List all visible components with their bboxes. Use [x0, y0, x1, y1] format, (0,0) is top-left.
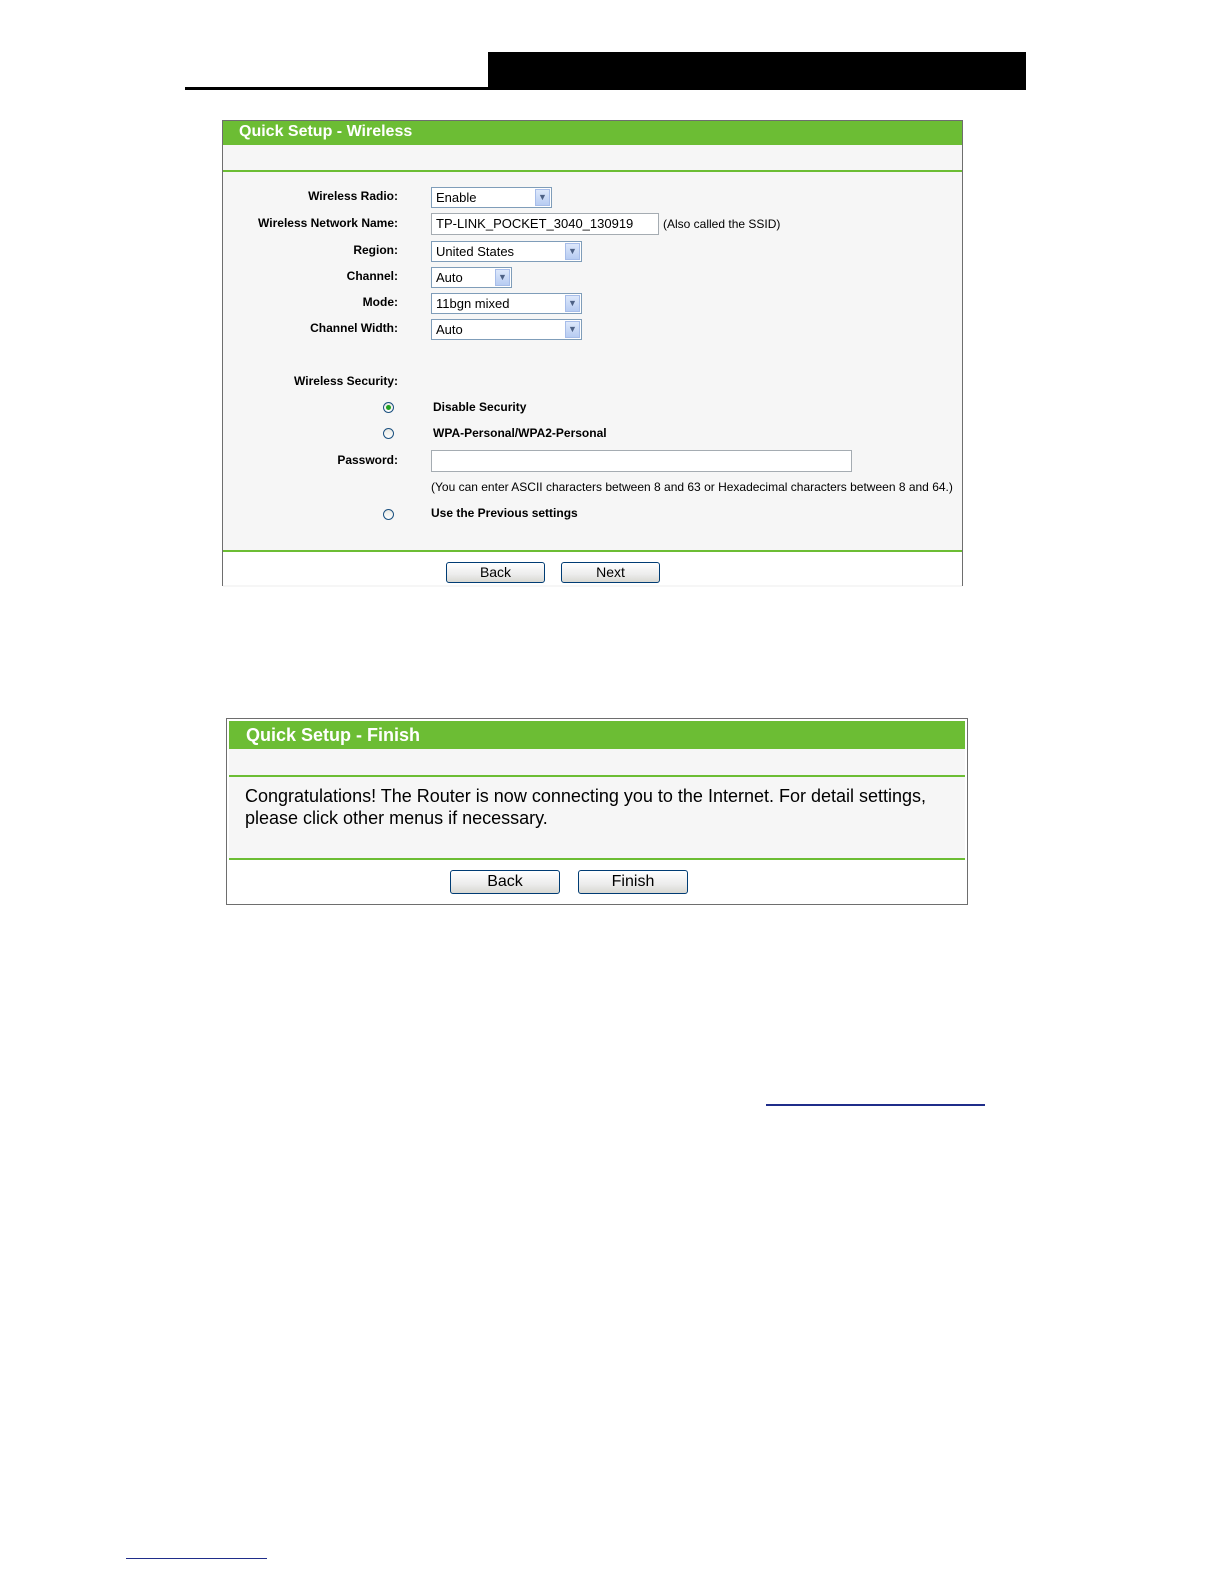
previous-settings-label: Use the Previous settings [431, 506, 578, 520]
region-select[interactable] [431, 241, 582, 262]
quick-setup-wireless-panel [222, 120, 963, 586]
panel-title: Quick Setup - Finish [229, 721, 965, 749]
mode-select[interactable] [431, 293, 582, 314]
mode-label: Mode: [362, 295, 398, 309]
panel-title: Quick Setup - Wireless [223, 121, 962, 145]
document-header-rule [185, 87, 1026, 90]
radio-wpa-personal[interactable] [383, 428, 394, 439]
password-hint: (You can enter ASCII characters between 8 and 63 or Hexadecimal characters between 8 and 64.) [431, 480, 953, 494]
ssid-hint: (Also called the SSID) [663, 217, 781, 231]
panel-body [223, 145, 962, 587]
divider [229, 775, 965, 777]
region-label: Region: [353, 243, 398, 257]
channel-label: Channel: [346, 269, 398, 283]
finish-message: Congratulations! The Router is now connecting you to the Internet. For detail settings, please click other menus if necessary. [245, 786, 927, 828]
divider [223, 170, 962, 172]
radio-previous-settings[interactable] [383, 509, 394, 520]
password-label: Password: [337, 453, 398, 467]
next-button[interactable]: Next [561, 562, 660, 583]
chevron-down-icon: ▼ [565, 321, 580, 338]
channel-width-select[interactable] [431, 319, 582, 340]
radio-disable-security[interactable] [383, 402, 394, 413]
wireless-security-label: Wireless Security: [294, 374, 398, 388]
document-link-underline [766, 1104, 985, 1106]
ssid-label: Wireless Network Name: [258, 216, 398, 230]
wireless-radio-label: Wireless Radio: [308, 189, 398, 203]
chevron-down-icon: ▼ [565, 295, 580, 312]
back-button[interactable]: Back [446, 562, 545, 583]
disable-security-label: Disable Security [433, 400, 527, 414]
chevron-down-icon: ▼ [565, 243, 580, 260]
wpa-personal-label: WPA-Personal/WPA2-Personal [433, 426, 607, 440]
quick-setup-finish-panel [226, 718, 968, 905]
wireless-radio-select[interactable] [431, 187, 552, 208]
password-input[interactable] [431, 450, 852, 472]
finish-button[interactable]: Finish [578, 870, 688, 894]
channel-width-value: Auto [436, 322, 463, 337]
channel-width-label: Channel Width: [310, 321, 398, 335]
document-header-bar [488, 52, 1026, 90]
chevron-down-icon: ▼ [495, 269, 510, 286]
chevron-down-icon: ▼ [535, 189, 550, 206]
back-button[interactable]: Back [450, 870, 560, 894]
wireless-radio-value: Enable [436, 190, 477, 205]
document-footer-rule [126, 1558, 267, 1559]
divider [229, 858, 965, 860]
channel-select[interactable] [431, 267, 512, 288]
region-value: United States [436, 244, 515, 259]
channel-value: Auto [436, 270, 463, 285]
mode-value: 11bgn mixed [436, 296, 510, 311]
ssid-input[interactable]: TP-LINK_POCKET_3040_130919 [431, 213, 659, 235]
